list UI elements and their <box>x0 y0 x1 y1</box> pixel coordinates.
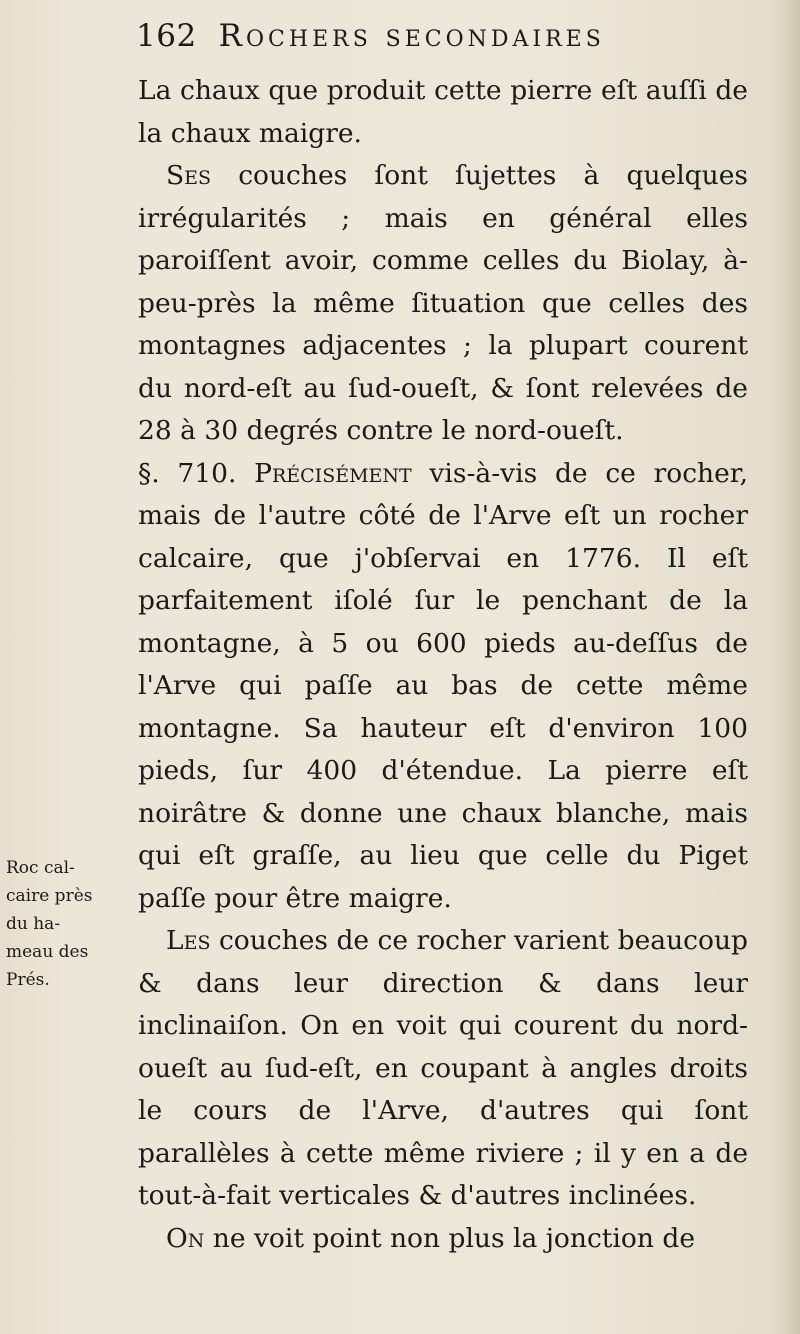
paragraph-lead: Ses <box>166 160 212 191</box>
margin-note <box>6 854 102 994</box>
margin-note-line: caire près <box>6 886 93 906</box>
body-text <box>138 70 748 1260</box>
page-number: 162 <box>136 18 197 54</box>
paragraph-5 <box>138 1218 748 1261</box>
paragraph-text: couches ſont ſujettes à quelques irrégularités ; mais en général elles paroiſſent avoir, comme celles du Biolay, à-peu-près la même ſituation que celles des montagnes adjacentes ; la plupart courent du nord-eſt au ſud-oueſt, & ſont relevées de 28 à 30 degrés contre le nord-oueſt. <box>138 160 748 446</box>
paragraph-3 <box>138 453 748 921</box>
paragraph-lead: On <box>166 1222 205 1254</box>
margin-note-line: Prés. <box>6 970 50 990</box>
page-edge-shadow <box>782 0 800 1334</box>
paragraph-text: ne voit point non plus la jonction de <box>204 1222 695 1254</box>
paragraph-1 <box>138 70 748 155</box>
margin-note-line: du ha- <box>6 914 61 934</box>
margin-note-line: meau des <box>6 942 89 962</box>
page-header <box>136 18 736 66</box>
margin-note-line: Roc cal- <box>6 858 75 878</box>
paragraph-text: couches de ce rocher varient beaucoup & dans leur direction & dans leur inclinaiſon. On en voit qui courent du nord-oueſt au ſud-eſt, en coupant à angles droits le cours de l'Arve, d'autres qui ſont parallèles à cette même riviere ; il y en a de tout-à-fait verticales & d'autres inclinées. <box>138 925 748 1211</box>
paragraph-lead: Les <box>166 925 211 956</box>
paragraph-2 <box>138 155 748 453</box>
paragraph-text: La chaux que produit cette pierre eſt auſſi de la chaux maigre. <box>138 75 748 149</box>
paragraph-lead: §. 710. Précisément <box>138 457 412 489</box>
running-title: Rochers secondaires <box>218 18 605 54</box>
paragraph-4 <box>138 920 748 1218</box>
paragraph-text: vis-à-vis de ce rocher, mais de l'autre côté de l'Arve eſt un rocher calcaire, que j'obſervai en 1776. Il eſt parfaitement iſolé ſur le penchant de la montagne, à 5 ou 600 pieds au-deſſus de l'Arve qui paſſe au bas de cette même montagne. Sa hauteur eſt d'environ 100 pieds, ſur 400 d'étendue. La pierre eſt noirâtre & donne une chaux blanche, mais qui eſt graſſe, au lieu que celle du Piget paſſe pour être maigre. <box>138 457 748 914</box>
